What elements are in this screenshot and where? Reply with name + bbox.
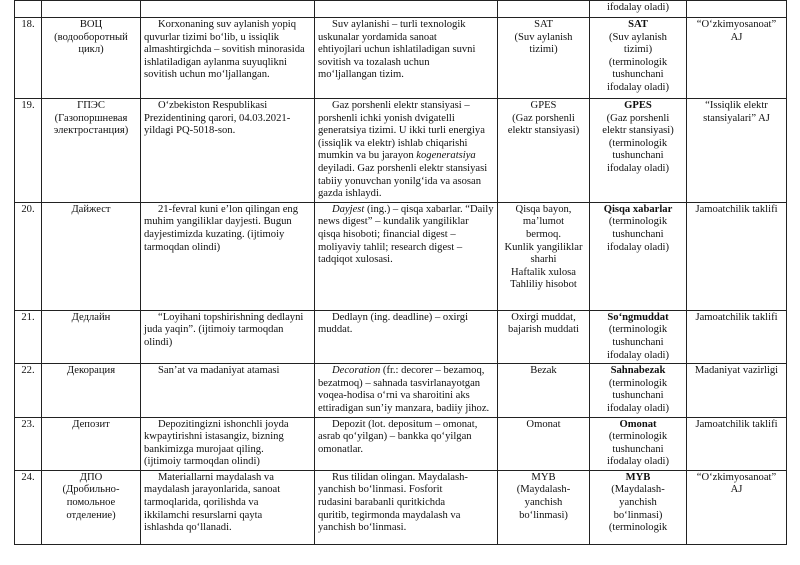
- term-line: Декорация: [66, 365, 116, 377]
- ctx-line: yildagi PQ-5018-son.: [144, 125, 236, 137]
- def-line: asrab qo‘yilgan) – bankka qo‘yilgan: [318, 431, 472, 443]
- recommended-term-bold: Qisqa xabarlar: [603, 203, 673, 215]
- ctx-line: 21-fevral kuni e’lon qilingan eng: [158, 203, 299, 215]
- ctx-line: (ijtimoiy tarmoqdan olindi): [144, 456, 260, 468]
- alternative-variants: [498, 18, 590, 99]
- proposal-source: [687, 1, 787, 18]
- alt-line: elektr stansiyasi): [507, 125, 580, 137]
- def-line: news digest” – kundalik yangiliklar: [318, 216, 469, 228]
- def-line: (issiqlik va elektr) ishlab chiqarishi: [318, 137, 468, 149]
- def-line: deyiladi. Gaz porshenli elektr stansiyasi: [318, 162, 488, 174]
- rec-line: (terminologik: [608, 522, 668, 534]
- ctx-line: Korxonaning suv aylanish yopiq: [158, 19, 296, 30]
- alt-line: (Maydalash-: [516, 484, 571, 496]
- def-line: Suv aylanishi – turli texnologik: [332, 19, 466, 30]
- ctx-line: Materiallarni maydalash va: [158, 471, 274, 483]
- recommended-term: [590, 310, 687, 363]
- def-line: rudasini barabanli quritkichda: [318, 497, 446, 509]
- ctx-line: bankimizga murojaat qiling.: [144, 443, 264, 455]
- rec-line: bo‘linmasi): [613, 509, 663, 521]
- definition: [315, 310, 498, 363]
- row-number: 22.: [15, 364, 42, 417]
- definition: [315, 202, 498, 310]
- src-line: “Issiqlik elektr: [705, 100, 768, 111]
- def-line: Depozit (lot. depositum – omonat,: [332, 418, 478, 430]
- alternative-variants: [498, 202, 590, 310]
- src-line: AJ: [730, 31, 743, 43]
- rec-line: tushunchani: [612, 69, 664, 81]
- term-line: ГПЭС: [77, 100, 105, 111]
- recommended-term: [590, 470, 687, 544]
- src-line: stansiyalari” AJ: [703, 112, 770, 124]
- term-line: электростанция): [53, 125, 129, 137]
- recommended-term: [590, 417, 687, 470]
- def-line: sovitish va tozalash uchun: [318, 56, 430, 68]
- src-line: Jamoatchilik taklifi: [695, 311, 778, 323]
- term-line: помольное: [66, 497, 116, 509]
- russian-term: [42, 364, 141, 417]
- table-row: [15, 1, 787, 18]
- rec-line: (terminologik: [608, 216, 668, 228]
- src-line: Jamoatchilik taklifi: [695, 418, 778, 430]
- ctx-line: sovitish uchun mo‘ljallangan.: [144, 69, 270, 81]
- def-line: mumkin va bu jarayon kogeneratsiya: [318, 150, 476, 162]
- term-line: (Газопоршневая: [54, 112, 128, 124]
- alt-line: Tahliliy hisobot: [510, 279, 577, 291]
- rec-line: ifodalay oladi): [606, 402, 670, 414]
- definition: [315, 99, 498, 203]
- rec-line: tushunchani: [612, 336, 664, 348]
- row-number: [15, 1, 42, 18]
- ctx-line: tarmoqlarida, qorilishda va: [144, 497, 259, 509]
- rec-line: (Gaz porshenli: [606, 112, 670, 124]
- recommended-term-bold: Omonat: [619, 418, 657, 430]
- alt-line: Haftalik xulosa: [510, 266, 577, 278]
- def-line: bezatmoq) – sahnada tasvirlanayotgan: [318, 377, 481, 389]
- term-line: ДПО: [79, 471, 103, 483]
- row-number: 21.: [15, 310, 42, 363]
- rec-line: (Suv aylanish: [609, 31, 667, 43]
- term-line: (водооборотный: [54, 31, 128, 43]
- recommended-term-bold: MYB: [625, 471, 651, 483]
- proposal-source: [687, 310, 787, 363]
- russian-term: [42, 1, 141, 18]
- rec-line: tushunchani: [612, 443, 664, 455]
- ctx-line: almashtirgichda – sovitish minorasida: [144, 44, 305, 56]
- def-line: Decoration (fr.: decorer – bezamoq,: [332, 365, 485, 377]
- recommended-term-bold: So‘ngmuddat: [607, 311, 669, 323]
- rec-line: ifodalay oladi): [606, 162, 670, 174]
- usage-context: [141, 310, 315, 363]
- rec-line: ifodalay oladi): [606, 241, 670, 253]
- russian-term: [42, 310, 141, 363]
- terminology-table: [14, 0, 787, 545]
- alt-line: (Gaz porshenli: [512, 112, 575, 124]
- def-line: Rus tilidan olingan. Maydalash-: [332, 471, 468, 483]
- alt-line: GPES: [530, 100, 557, 111]
- rec-line: ifodalay oladi): [606, 349, 670, 361]
- alternative-variants: [498, 1, 590, 18]
- def-line: qisqa hisoboti; financial digest –: [318, 228, 456, 240]
- definition: [315, 1, 498, 18]
- ctx-line: maydalash jarayonlarida, sanoat: [144, 484, 281, 496]
- table-row: [15, 310, 787, 363]
- recommended-term: [590, 1, 687, 18]
- usage-context: [141, 417, 315, 470]
- definition: [315, 18, 498, 99]
- term-line: (Дробильно-: [62, 484, 120, 496]
- alt-line: Kunlik yangiliklar: [504, 241, 583, 253]
- row-number: 18.: [15, 18, 42, 99]
- term-line: Депозит: [72, 418, 110, 430]
- row-number: 23.: [15, 417, 42, 470]
- rec-line: tizimi): [623, 44, 653, 56]
- term-line: цикл): [78, 44, 104, 56]
- ctx-line: O‘zbekiston Respublikasi: [158, 100, 268, 111]
- rec-line: (terminologik: [608, 324, 668, 336]
- src-line: “O‘zkimyosanoat”: [696, 19, 777, 30]
- ctx-line: Depozitingizni ishonchli joyda: [158, 418, 289, 430]
- alternative-variants: [498, 364, 590, 417]
- ctx-line: kwpaytirishni istasangiz, bizning: [144, 431, 284, 443]
- definition: [315, 364, 498, 417]
- def-line: quritib, tegirmonda maydalash va: [318, 509, 461, 521]
- alt-line: Bezak: [530, 365, 557, 377]
- alternative-variants: [498, 470, 590, 544]
- rec-line: ifodalay oladi): [606, 81, 670, 93]
- proposal-source: [687, 470, 787, 544]
- alt-line: yanchish: [524, 497, 563, 509]
- usage-context: [141, 99, 315, 203]
- ctx-line: juda yaqin”. (ijtimoiy tarmoqdan: [144, 324, 284, 336]
- def-line: uskunalar yordamida sanoat: [318, 31, 437, 43]
- recommended-term: [590, 18, 687, 99]
- definition: [315, 417, 498, 470]
- rec-line: tushunchani: [612, 390, 664, 402]
- def-line: ettiradigan sun’iy manzara, badiiy jihoz.: [318, 402, 490, 414]
- def-line: yanchish bo‘linmasi. Fosforit: [318, 484, 443, 496]
- alt-line: Qisqa bayon,: [515, 203, 572, 215]
- alt-line: bermoq.: [525, 228, 561, 240]
- def-line: omonatlar.: [318, 443, 364, 455]
- proposal-source: [687, 364, 787, 417]
- ctx-line: ikkilamchi resurslarni qayta: [144, 509, 263, 521]
- rec-line: yanchish: [619, 497, 657, 509]
- russian-term: [42, 99, 141, 203]
- alt-line: (Suv aylanish: [514, 31, 573, 43]
- term-line: Дедлайн: [71, 311, 111, 323]
- def-line: tabiiy yonuvchan yonilg‘ida va asosan: [318, 175, 481, 187]
- term-line: отделение): [66, 509, 116, 521]
- def-line: tadqiqot xulosasi.: [318, 254, 393, 266]
- table-row: [15, 18, 787, 99]
- row-number: 24.: [15, 470, 42, 544]
- alternative-variants: [498, 417, 590, 470]
- def-line: ehtiyojlari uchun ishlatiladigan suvni: [318, 44, 476, 56]
- src-line: Jamoatchilik taklifi: [695, 203, 778, 215]
- term-line: Дайжест: [71, 203, 111, 215]
- rec-line: elektr stansiyasi): [602, 125, 674, 137]
- def-line: voqea-hodisa o‘rni va sharoitini aks: [318, 390, 470, 402]
- ctx-line: dayjestimizda kuzating. (ijtimoiy: [144, 228, 285, 240]
- table-row: [15, 470, 787, 544]
- usage-context: [141, 1, 315, 18]
- def-line: mo‘ljallangan tizim.: [318, 69, 404, 81]
- table-row: [15, 364, 787, 417]
- proposal-source: [687, 202, 787, 310]
- recommended-term: [590, 202, 687, 310]
- ctx-line: olindi): [144, 336, 173, 348]
- usage-context: [141, 470, 315, 544]
- usage-context: [141, 364, 315, 417]
- rec-line: ifodalay oladi): [606, 456, 670, 468]
- alt-line: SAT: [534, 19, 553, 30]
- ctx-line: Prezidentining qarori, 04.03.2021-: [144, 112, 291, 124]
- alternative-variants: [498, 310, 590, 363]
- recommended-term: [590, 99, 687, 203]
- table-row: [15, 202, 787, 310]
- rec-line: tushunchani: [612, 150, 664, 162]
- russian-term: [42, 18, 141, 99]
- def-line: generatsiya tizimi. U ikki turli energiya: [318, 125, 485, 137]
- def-line: muddat.: [318, 324, 353, 336]
- src-line: Madaniyat vazirligi: [694, 365, 779, 377]
- proposal-source: [687, 18, 787, 99]
- def-line: Gaz porshenli elektr stansiyasi –: [332, 100, 470, 111]
- rec-line: tushunchani: [612, 228, 664, 240]
- table-row: [15, 417, 787, 470]
- row-number: 19.: [15, 99, 42, 203]
- def-line: porshenli ichki yonish dvigatelli: [318, 112, 455, 124]
- src-line: “O‘zkimyosanoat”: [696, 471, 777, 483]
- rec-line: (terminologik: [608, 137, 668, 149]
- rec-line: (terminologik: [608, 377, 668, 389]
- usage-context: [141, 18, 315, 99]
- def-line: moliyaviy tahlil; research digest –: [318, 241, 463, 253]
- alt-line: sharhi: [530, 254, 557, 266]
- alt-line: bo‘linmasi): [519, 509, 568, 521]
- rec-line: (Maydalash-: [611, 484, 665, 496]
- rec-line: (terminologik: [608, 431, 668, 443]
- rec-line: ifodalay oladi): [606, 2, 670, 13]
- alt-line: Omonat: [526, 418, 561, 430]
- proposal-source: [687, 417, 787, 470]
- def-line: yanchish bo‘linmasi.: [318, 522, 407, 534]
- def-line: Dedlayn (ing. deadline) – oxirgi: [332, 311, 469, 323]
- ctx-line: ishlatiladigan aylanma suyuqlikni: [144, 56, 287, 68]
- ctx-line: quvurlar tizimi bo‘lib, u issiqlik: [144, 31, 280, 43]
- def-line: gazda ishlaydi.: [318, 188, 382, 200]
- alt-line: Oxirgi muddat,: [511, 311, 576, 323]
- recommended-term-bold: SAT: [628, 19, 648, 30]
- table-row: [15, 99, 787, 203]
- rec-line: (terminologik: [608, 56, 668, 68]
- def-line: Dayjest (ing.) – qisqa xabarlar. “Daily: [332, 203, 494, 215]
- ctx-line: tarmoqdan olindi): [144, 241, 221, 253]
- usage-context: [141, 202, 315, 310]
- proposal-source: [687, 99, 787, 203]
- alt-line: tizimi): [529, 44, 558, 56]
- alt-line: ma’lumot: [522, 216, 565, 228]
- recommended-term-bold: Sahnabezak: [610, 365, 666, 377]
- ctx-line: San’at va madaniyat atamasi: [158, 365, 280, 377]
- alternative-variants: [498, 99, 590, 203]
- src-line: AJ: [730, 484, 743, 496]
- ctx-line: “Loyihani topshirishning dedlayni: [158, 311, 304, 323]
- term-line: ВОЦ: [79, 19, 103, 30]
- russian-term: [42, 202, 141, 310]
- alt-line: MYB: [531, 471, 556, 483]
- ctx-line: ishlashda qo‘llanadi.: [144, 522, 232, 534]
- ctx-line: muhim yangiliklar dayjesti. Bugun: [144, 216, 292, 228]
- recommended-term-bold: GPES: [624, 100, 652, 111]
- alt-line: bajarish muddati: [508, 324, 579, 336]
- definition: [315, 470, 498, 544]
- recommended-term: [590, 364, 687, 417]
- row-number: 20.: [15, 202, 42, 310]
- russian-term: [42, 470, 141, 544]
- russian-term: [42, 417, 141, 470]
